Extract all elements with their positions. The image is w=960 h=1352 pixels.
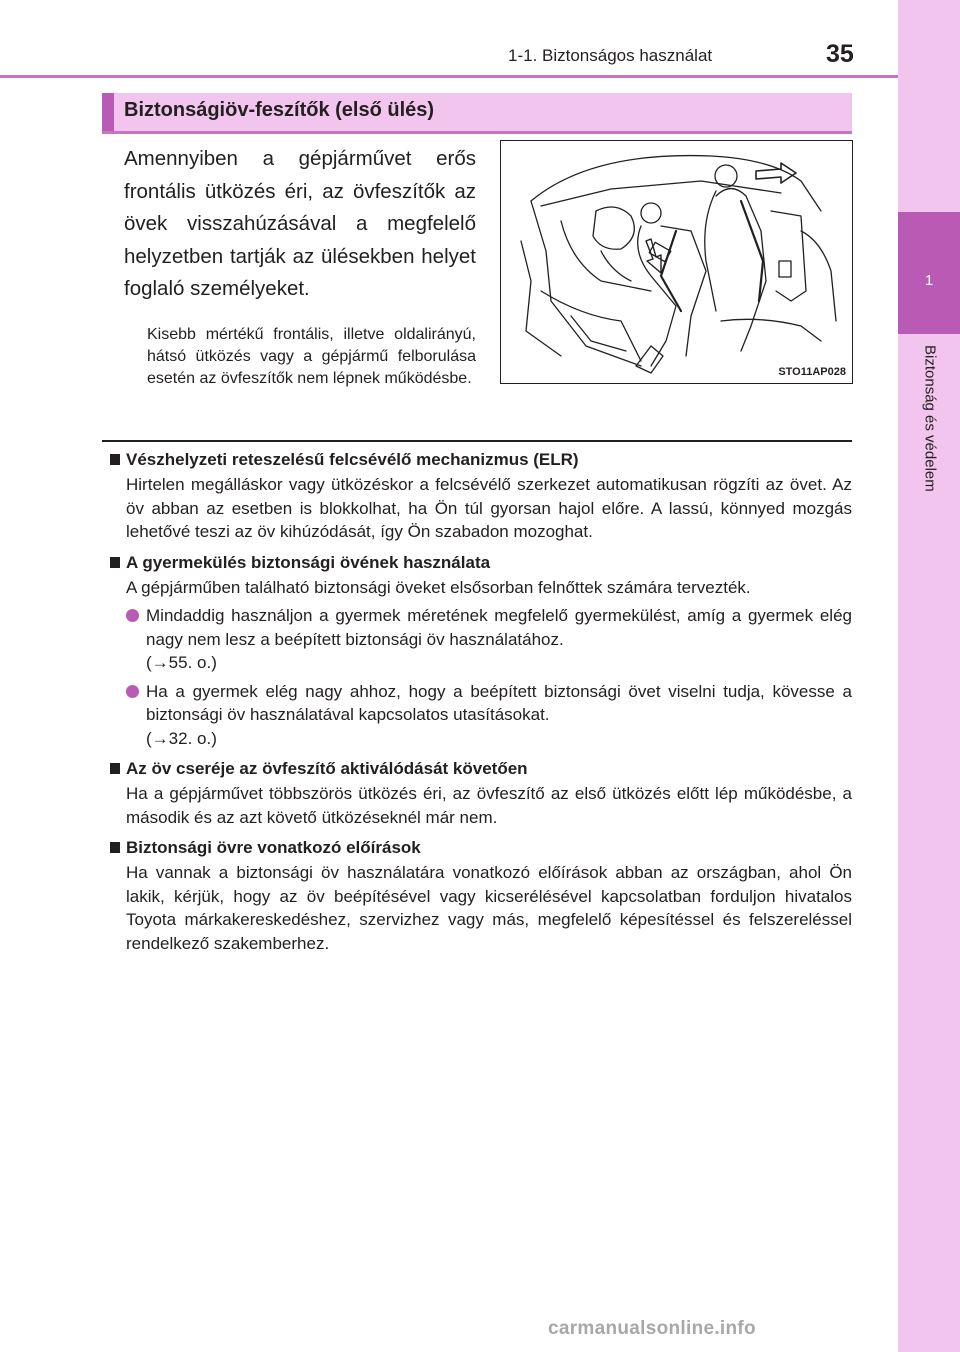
section-title: Biztonságiöv-feszítők (első ülés) <box>124 99 435 121</box>
list-item: Mindaddig használjon a gyermek méretének megfelelő gyermekülést, amíg a gyermek elég nagy nem lesz a beépített biztonsági öv használatához. (→55. o.) <box>126 604 852 675</box>
section-note: Kisebb mértékű frontális, illetve oldalirányú, hátsó ütközés vagy a gépjármű felborulása esetén az övfeszítők nem lépnek működésbe. <box>147 326 476 387</box>
subsection-heading: A gyermekülés biztonsági övének használata <box>110 553 852 573</box>
square-bullet-icon <box>110 842 120 853</box>
car-interior-drawing <box>501 141 854 385</box>
square-bullet-icon <box>110 557 120 568</box>
section-divider <box>102 440 852 442</box>
subsection-heading: Biztonsági övre vonatkozó előírások <box>110 838 852 858</box>
subsection-text: A gépjárműben található biztonsági öveket elsősorban felnőttek számára tervezték. <box>126 577 751 597</box>
section-content <box>110 450 852 955</box>
list-item: Ha a gyermek elég nagy ahhoz, hogy a beépített biztonsági övet viselni tudja, kövesse a biztonsági öv használatával kapcsolatos utasításokat. (→32. o.) <box>126 680 852 751</box>
square-bullet-icon <box>110 763 120 774</box>
figure-code: STO11AP028 <box>778 366 846 378</box>
subsection-text: Ha a gépjárművet többszörös ütközés éri, az övfeszítő az első ütközés előtt lép működésbe, a második és az azt követő ütközéseknél már nem. <box>126 784 852 827</box>
header-rule <box>0 75 898 78</box>
subsection-heading: Vészhelyzeti reteszelésű felcsévélő mechanizmus (ELR) <box>110 450 852 470</box>
chapter-side-tab <box>898 0 960 1352</box>
subsection-heading: Az öv cseréje az övfeszítő aktiválódását követően <box>110 759 852 779</box>
pretensioner-illustration <box>500 140 853 384</box>
section-title-bar <box>102 93 852 131</box>
page-reference: (→32. o.) <box>146 728 217 748</box>
chapter-title-vertical <box>910 345 950 585</box>
page-number: 35 <box>826 40 854 68</box>
circle-bullet-icon <box>126 609 139 622</box>
section-intro: Amennyiben a gépjárművet erős frontális ütközés éri, az övfeszítők az övek visszahúzásával a megfelelő helyzetben tartják az ülésekben helyet foglaló személyeket. <box>124 147 476 301</box>
subsection-text: Hirtelen megálláskor vagy ütközéskor a felcsévélő szerkezet automatikusan rögzíti az övet. Az öv abban az esetben is blokkolhat, ha Ön túl gyorsan hajol előre. A lassú, könnyed mozgás lehetővé teszi az öv kihúzódását, így Ön szabadon mozoghat. <box>126 475 852 541</box>
chapter-title: Biztonság és védelem <box>921 345 939 492</box>
chapter-number: 1 <box>898 212 960 334</box>
running-header: 1-1. Biztonságos használat <box>508 46 713 65</box>
circle-bullet-icon <box>126 685 139 698</box>
subsection-text: Ha vannak a biztonsági öv használatára vonatkozó előírások abban az országban, ahol Ön lakik, kérjük, hogy az öv beépítésével vagy kicserélésével kapcsolatban forduljon hivatalos Toyota márkakereskedéshez, szervizhez vagy más, megfelelő képesítéssel és felszereléssel rendelkező szakemberhez. <box>126 863 852 953</box>
square-bullet-icon <box>110 454 120 465</box>
page-reference: (→55. o.) <box>146 653 217 672</box>
footer-watermark: carmanualsonline.info <box>548 1318 756 1339</box>
